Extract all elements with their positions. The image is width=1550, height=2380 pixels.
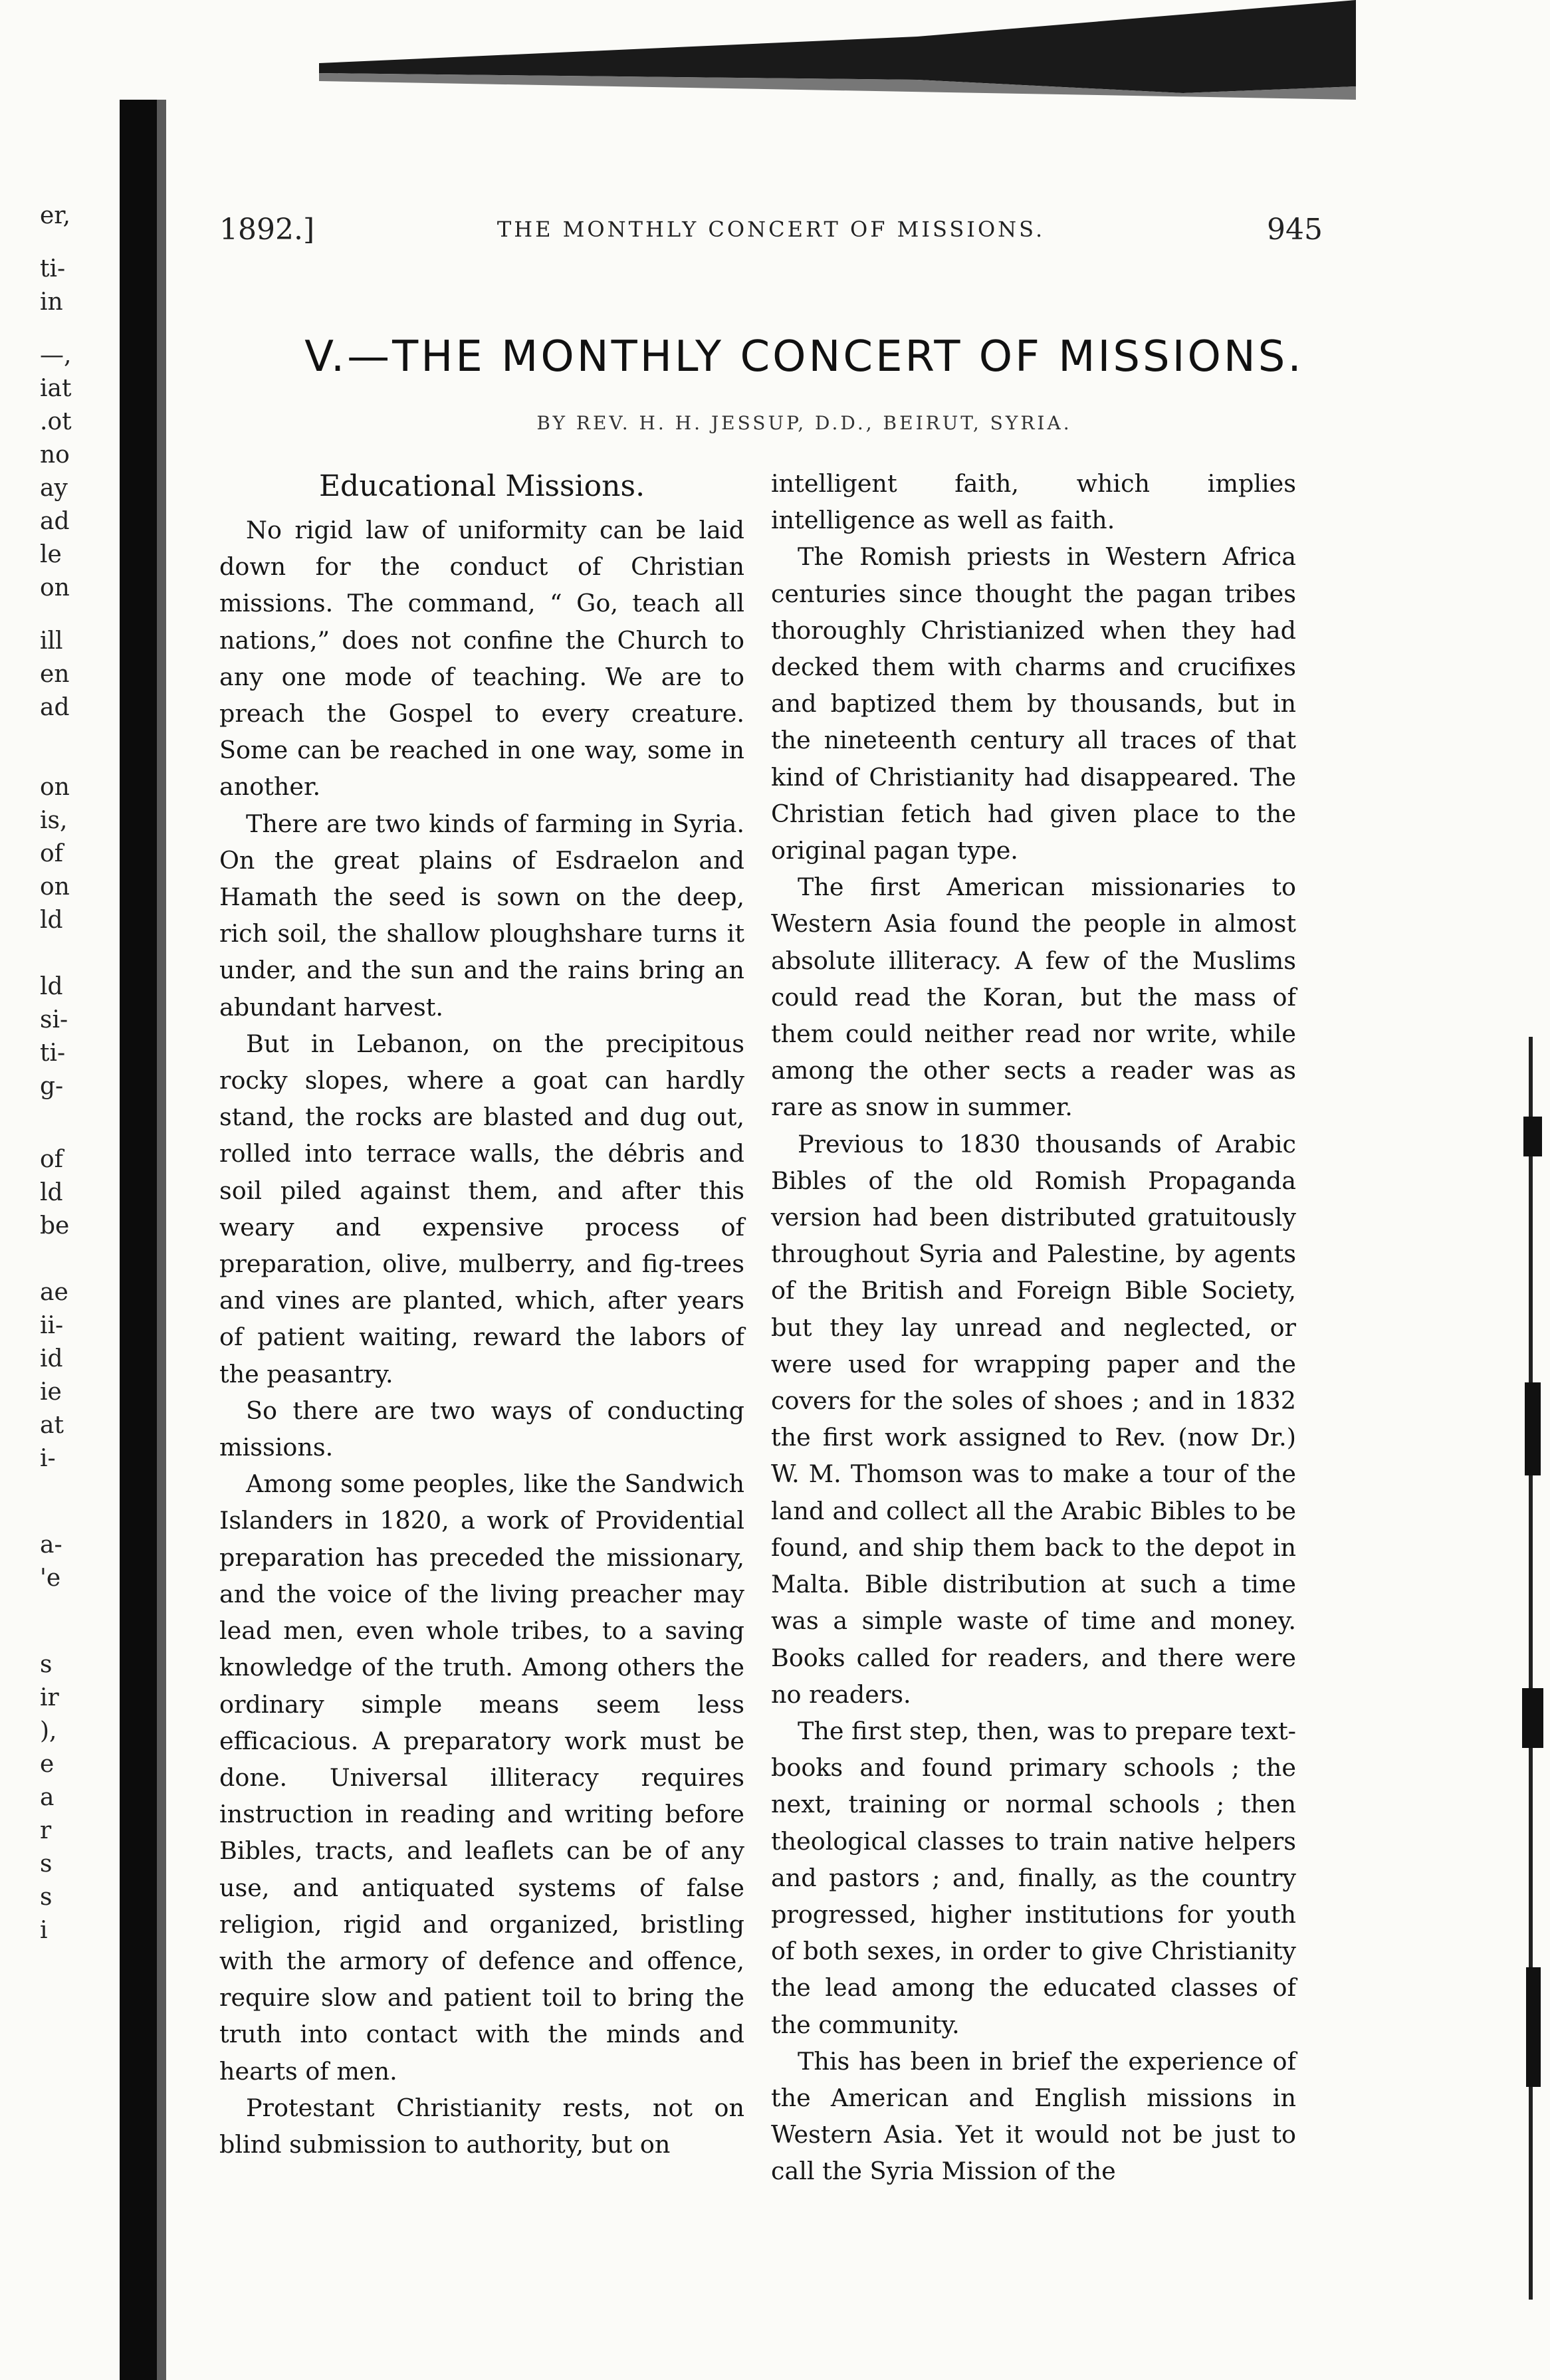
margin-fragment: no (40, 441, 70, 469)
margin-fragment: i (40, 1917, 48, 1944)
margin-fragment: s (40, 1850, 53, 1878)
binding-shadow-edge (157, 100, 166, 2380)
margin-fragment: ay (40, 475, 68, 502)
margin-fragment: s (40, 1651, 53, 1678)
paragraph: Among some peoples, like the Sandwich Islanders in 1820, a work of Providential preparation has preceded the missionary, and the voice of the living preacher may lead men, even whole tribes, to a saving knowledge of the truth. Among others the ordinary simple means seem less efficacious. A preparatory work must be done. Universal illiteracy requires instruction in reading and writing before Bibles, tracts, and leaflets can be of any use, and antiquated systems of false religion, rigid and organized, bristling with the armory of defence and offence, require slow and patient toil to bring the truth into contact with the minds and hearts of men. (219, 1469, 744, 2086)
margin-fragment: a (40, 1784, 55, 1811)
top-scan-shadow (319, 0, 1356, 106)
margin-fragment: ir (40, 1684, 59, 1711)
margin-fragment: si- (40, 1006, 68, 1033)
margin-fragment: —, (40, 342, 72, 369)
paragraph: Protestant Christianity rests, not on blind submission to authority, but on (219, 2093, 744, 2159)
margin-fragment: a- (40, 1531, 62, 1559)
paragraph: There are two kinds of farming in Syria. On the great plains of Esdraelon and Hamath the seed is sown on the deep, rich soil, the shallow ploughshare turns it under, and the sun and the rains bring an abundant harvest. (219, 809, 744, 1022)
margin-fragment: ti- (40, 1039, 66, 1067)
running-head-year: 1892.] (219, 213, 315, 247)
margin-fragment: .ot (40, 408, 72, 435)
paragraph: So there are two ways of conducting missions. (219, 1396, 744, 1462)
margin-fragment: be (40, 1212, 70, 1240)
margin-fragment: on (40, 574, 70, 601)
margin-fragment: i- (40, 1445, 56, 1472)
right-column (771, 465, 1296, 2190)
margin-fragment: ae (40, 1279, 68, 1306)
paragraph: This has been in brief the experience of the American and English missions in Western Asia. Yet it would not be just to call the Syria Mission of the (771, 2046, 1296, 2186)
page-number: 945 (1267, 213, 1323, 247)
margin-fragment: en (40, 661, 70, 688)
margin-fragment: r (40, 1817, 52, 1844)
margin-fragment: on (40, 774, 70, 801)
paragraph: No rigid law of uniformity can be laid down for the conduct of Christian missions. The command, “ Go, teach all nations,” does not confine the Church to any one mode of teaching. We are to preach the Gospel to every creature. Some can be reached in one way, some in another. (219, 516, 744, 802)
margin-fragment: ii- (40, 1312, 64, 1339)
margin-fragment: g- (40, 1073, 64, 1100)
margin-fragment: of (40, 1146, 63, 1173)
margin-fragment: ad (40, 694, 70, 721)
margin-fragment: ld (40, 973, 63, 1000)
paragraph: Previous to 1830 thousands of Arabic Bibles of the old Romish Propaganda version had been distributed gratuitously throughout Syria and Palestine, by agents of the British and Foreign Bible Society, but they lay unread and neglected, or were used for wrapping paper and the covers for the soles of shoes ; and in 1832 the first work assigned to Rev. (now Dr.) W. M. Thomson was to make a tour of the land and collect all the Arabic Bibles to be found, and ship them back to the depot in Malta. Bible distribution at such a time was a simple waste of time and money. Books called for readers, and there were no readers. (771, 1129, 1296, 1709)
margin-fragment: ), (40, 1717, 57, 1745)
margin-fragment: ti- (40, 255, 66, 282)
margin-fragment: le (40, 541, 62, 568)
margin-fragment: ld (40, 1179, 63, 1206)
margin-fragment: er, (40, 202, 71, 229)
paragraph: The first American missionaries to Western Asia found the people in almost absolute illiteracy. A few of the Muslims could read the Koran, but the mass of them could neither read nor write, while among the other sects a reader was as rare as snow in summer. (771, 873, 1296, 1122)
running-head (219, 213, 1323, 253)
margin-fragment: ad (40, 508, 70, 535)
margin-fragment: e (40, 1751, 55, 1778)
section-heading: Educational Missions. (318, 469, 645, 503)
binding-shadow (120, 100, 157, 2380)
margin-fragment: ie (40, 1378, 62, 1406)
margin-fragment: on (40, 873, 70, 901)
right-edge-scan-noise (1522, 1037, 1545, 2300)
paragraph-continued: intelligent faith, which implies intelligence as well as faith. (771, 469, 1296, 535)
margin-fragment: id (40, 1345, 63, 1372)
left-column (219, 465, 744, 2163)
paragraph: The first step, then, was to prepare text-books and found primary schools ; the next, training or normal schools ; then theological classes to train native helpers and pastors ; and, finally, as the country progressed, higher institutions for youth of both sexes, in order to give Christianity the lead among the educated classes of the community. (771, 1716, 1296, 2039)
article-title: V.—THE MONTHLY CONCERT OF MISSIONS. (304, 332, 1304, 381)
article-byline: BY REV. H. H. JESSUP, D.D., BEIRUT, SYRIA. (536, 412, 1072, 434)
margin-fragment: is, (40, 807, 68, 834)
paragraph: The Romish priests in Western Africa centuries since thought the pagan tribes thoroughly Christianized when they had decked them with charms and crucifixes and baptized them by thousands, but in the nineteenth century all traces of that kind of Christianity had disappeared. The Christian fetich had given place to the original pagan type. (771, 542, 1296, 865)
margin-fragment: at (40, 1412, 64, 1439)
margin-fragment: in (40, 288, 63, 316)
margin-fragment: iat (40, 375, 72, 402)
margin-fragment: 'e (40, 1565, 61, 1592)
running-head-title: THE MONTHLY CONCERT OF MISSIONS. (497, 217, 1046, 242)
margin-fragment: of (40, 840, 63, 867)
margin-fragment: s (40, 1884, 53, 1911)
margin-fragment: ld (40, 907, 63, 934)
paragraph: But in Lebanon, on the precipitous rocky slopes, where a goat can hardly stand, the rocks are blasted and dug out, rolled into terrace walls, the débris and soil piled against them, and after this weary and expensive process of preparation, olive, mulberry, and fig-trees and vines are planted, which, after years of patient waiting, reward the labors of the peasantry. (219, 1029, 744, 1388)
margin-fragment: ill (40, 627, 63, 655)
